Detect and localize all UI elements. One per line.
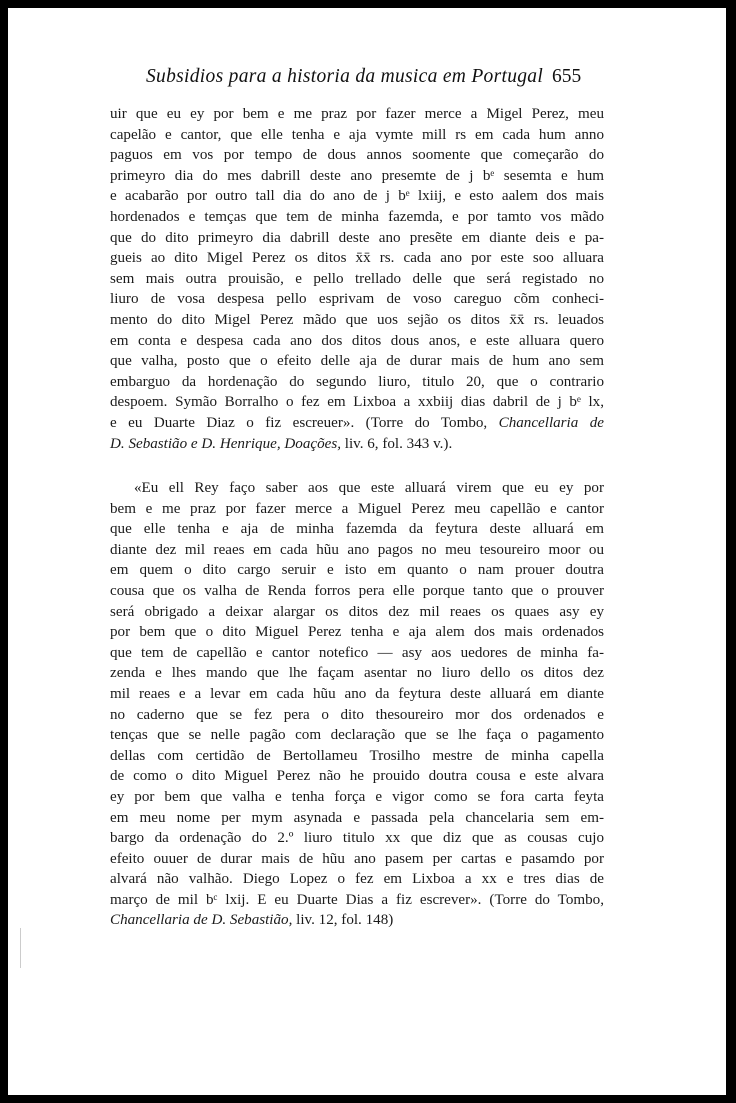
running-header [8,66,726,96]
text-line: ey por bem que valha e tenha força e vigor como se fora carta feyta [110,788,604,805]
text-line: embarguo da hordenação do segundo liuro, titulo 20, que o contrario [110,373,604,390]
citation-line [110,413,604,434]
text-line: bem e me praz por fazer merce a Miguel Perez meu capellão e cantor [110,500,604,517]
citation-line [110,910,604,931]
text-line: alvará não valhão. Diego Lopez o fez em Lixboa a xx e tres dias de [110,871,604,888]
text-line: tenças que se nelle pagão com declaração que se lhe faça o pagamento [110,727,604,744]
text-line: «Eu ell Rey faço saber aos que este alluará virem que eu ey por [134,480,604,496]
text-line: sem mais outra prouisão, e pello trellado delle que será registado no [110,270,604,287]
text-line: que tem de capellão e cantor notefico — asy aos uedores de minha fa- [110,644,604,661]
text-line: diante dez mil reaes em cada hũu ano pagos no meu tesoureiro moor ou [110,541,604,558]
text-line: bargo da ordenação do 2.º liuro titulo xx que diz que as cousas cujo [110,830,604,847]
text-line: capelão e cantor, que elle tenha e aja vymte mill rs em cada hum anno [110,126,604,143]
citation-title: Chancellaria de D. Sebastião, [110,912,293,929]
text-line: mento do dito Migel Perez mãdo que uos sejão os ditos x̄x̄ rs. leuados [110,311,604,328]
text-line: zenda e lhes mando que lhe façam asentar no liuro dello os ditos dez [110,665,604,682]
text-line: efeito ouuer de durar mais de hũu ano pasem per cartas e pasamdo por [110,850,604,867]
text-segment: e eu Duarte Diaz o fiz escreuer». (Torre do Tombo, [110,414,488,431]
text-line: cousa que os valha de Renda forros pera elle porque tanto que o prouver [110,582,604,599]
text-line: de como o dito Miguel Perez não he prouido doutra cousa e este alvara [110,768,604,785]
citation-line [110,434,604,455]
text-line: no caderno que se fez pera o dito thesoureiro mor dos ordenados e [110,706,604,723]
text-line: em conta e despesa cada ano dos ditos dous anos, e este alluara quero [110,332,604,349]
text-line: por bem que o dito Miguel Perez tenha e aja alem dos mais ordenados [110,624,604,641]
citation-reference: liv. 6, fol. 343 v.). [340,435,453,452]
citation-reference: liv. 12, fol. 148) [292,912,394,929]
text-line: e acabarão por outro tall dia do ano de j bᵉ lxiij, e esto aalem dos mais [110,188,604,205]
page-number: 655 [552,66,582,87]
text-line: gueis ao dito Migel Perez os ditos x̄x̄ rs. cada ano por este soo alluara [110,250,604,267]
text-line: hordenados e temças que tem de minha fazemda, e por tamto vos mãdo [110,208,604,225]
text-line: despoem. Symão Borralho o fez em Lixboa a xxbiij dias dabril de j bᵉ lx, [110,394,604,411]
text-line: que elle tenha e aja de minha fazemda da feytura deste alluará em [110,521,604,538]
text-line: será obrigado a deixar alargar os ditos dez mil reaes os quaes asy ey [110,603,604,620]
paragraph-2 [110,478,604,931]
citation-title: Chancellaria de [498,414,604,431]
text-line: mil reaes e a levar em cada hũu ano da feytura deste alluará em diante [110,685,604,702]
text-line: que do dito primeyro dia dabrill deste ano presẽte em diante deis e pa- [110,229,604,246]
citation-title: D. Sebastião e D. Henrique, Doações, [110,435,341,452]
book-page [8,8,726,1095]
text-line: março de mil bᶜ lxij. E eu Duarte Dias a fiz escrever». (Torre do Tombo, [110,891,604,908]
text-line: uir que eu ey por bem e me praz por fazer merce a Migel Perez, meu [110,106,604,122]
text-line: em meu nome per mym asynada e passada pela chancelaria sem em- [110,809,604,826]
margin-mark [20,928,21,968]
text-line: paguos em vos por tempo de dous annos soomente que começarão do [110,147,604,164]
text-line: liuro de vosa despesa pello esprivam de voso careguo cõm conheci- [110,291,604,308]
text-line: em quem o dito cargo seruir e isto em quanto o nam prouer doutra [110,562,604,579]
paragraph-1 [110,104,604,454]
text-line: que valha, posto que o efeito delle aja de durar mais de hum ano sem [110,353,604,370]
header-title: Subsidios para a historia da musica em Portugal [146,66,544,87]
text-line: dellas com certidão de Bertollameu Trosilho mestre de minha capella [110,747,604,764]
text-line: primeyro dia do mes dabrill deste ano presemte de j bᵉ sesemta e hum [110,167,604,184]
